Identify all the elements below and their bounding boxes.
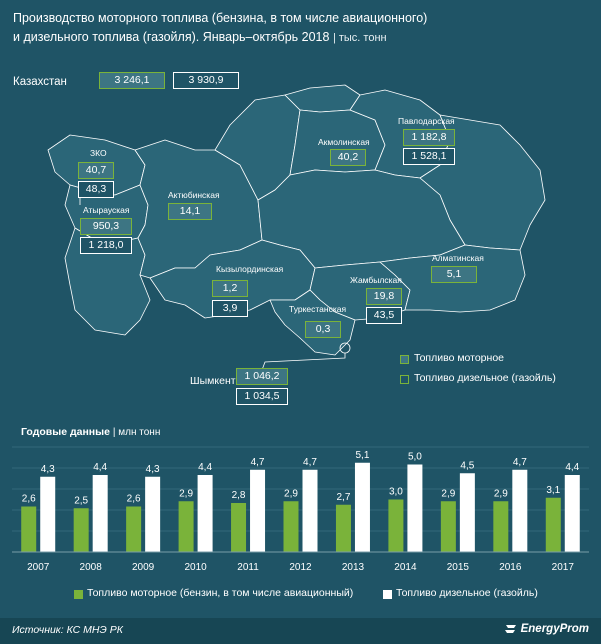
bar-diesel-2015 [460, 473, 475, 552]
title-line-1: Производство моторного топлива (бензина, в том числе авиационного) [13, 11, 428, 25]
pavlodar-motor-value: 1 182,8 [403, 129, 455, 146]
x-tick-2014: 2014 [394, 562, 417, 573]
label-diesel-2013: 5,1 [355, 449, 370, 461]
zhambyl-label: Жамбылская [350, 275, 402, 285]
label-diesel-2009: 4,3 [145, 463, 160, 475]
label-diesel-2010: 4,4 [198, 462, 213, 473]
bar-motor-2007 [21, 507, 36, 553]
legend-diesel-swatch [400, 375, 409, 384]
legend-diesel-label: Топливо дизельное (газойль) [414, 372, 556, 384]
label-motor-2012: 2,9 [284, 488, 298, 500]
akmola-motor-value: 40,2 [330, 149, 366, 166]
shymkent-diesel-value: 1 034,5 [236, 388, 288, 405]
legend-motor-swatch [400, 355, 409, 364]
akmola-label: Акмолинская [318, 137, 370, 147]
label-diesel-2014: 5,0 [407, 451, 422, 463]
chart-legend-diesel-swatch [383, 590, 392, 599]
bar-motor-2013 [336, 505, 351, 552]
turkestan-label: Туркестанская [289, 304, 347, 314]
x-tick-2010: 2010 [184, 562, 207, 573]
zhambyl-motor-value: 19,8 [366, 288, 402, 305]
kazakhstan-motor-value: 3 246,1 [99, 72, 165, 89]
x-tick-2009: 2009 [132, 562, 155, 573]
kazakhstan-diesel-value: 3 930,9 [173, 72, 239, 89]
bar-motor-2009 [126, 507, 141, 553]
label-motor-2014: 3,0 [388, 486, 403, 498]
bar-diesel-2016 [512, 470, 527, 552]
aktobe-label: Актюбинская [168, 190, 220, 200]
x-tick-2012: 2012 [289, 562, 312, 573]
shymkent-motor-value: 1 046,2 [236, 368, 288, 385]
bar-diesel-2013 [355, 463, 370, 552]
x-tick-2015: 2015 [446, 562, 469, 573]
kazakhstan-label: Казахстан [13, 76, 67, 88]
bar-diesel-2017 [565, 475, 580, 552]
label-motor-2017: 3,1 [546, 484, 561, 496]
title-line-2-text: и дизельного топлива (газойля). Январь–октябрь 2018 [13, 30, 330, 44]
x-tick-2008: 2008 [79, 562, 102, 573]
x-tick-2016: 2016 [499, 562, 522, 573]
almaty-label: Алматинская [432, 253, 484, 263]
label-motor-2008: 2,5 [74, 495, 89, 507]
label-diesel-2015: 4,5 [460, 460, 475, 472]
chart-legend-motor-label: Топливо моторное (бензин, в том числе авиационный) [87, 587, 354, 599]
bar-motor-2017 [546, 498, 561, 552]
label-diesel-2011: 4,7 [250, 456, 265, 468]
kyzylorda-diesel-value: 3,9 [212, 300, 248, 317]
source-text: Источник: КС МНЭ РК [12, 624, 123, 636]
shymkent-label: Шымкент [190, 375, 236, 387]
energyprom-logo-icon [504, 623, 518, 635]
bar-diesel-2014 [407, 465, 422, 553]
legend-motor-label: Топливо моторное [414, 352, 505, 364]
atyrau-label: Атырауская [83, 205, 130, 215]
footer [0, 618, 601, 644]
annual-unit: | млн тонн [112, 427, 161, 438]
kyzylorda-label: Кызылординская [216, 264, 284, 274]
label-diesel-2008: 4,4 [93, 462, 108, 473]
label-motor-2009: 2,6 [126, 493, 141, 505]
logo [504, 623, 589, 635]
label-motor-2007: 2,6 [21, 493, 36, 505]
turkestan-motor-value: 0,3 [305, 321, 341, 338]
label-diesel-2007: 4,3 [40, 463, 55, 475]
bar-motor-2008 [74, 508, 89, 552]
bar-diesel-2008 [93, 475, 108, 552]
label-motor-2016: 2,9 [493, 488, 508, 500]
pavlodar-diesel-value: 1 528,1 [403, 148, 455, 165]
label-motor-2013: 2,7 [336, 491, 351, 503]
bar-motor-2014 [388, 500, 403, 553]
chart-legend-diesel-label: Топливо дизельное (газойль) [396, 587, 538, 599]
x-tick-2011: 2011 [237, 562, 259, 573]
label-diesel-2017: 4,4 [565, 462, 580, 473]
bar-motor-2015 [441, 501, 456, 552]
label-diesel-2016: 4,7 [512, 456, 527, 468]
atyrau-motor-value: 950,3 [80, 218, 132, 235]
annual-title-text: Годовые данные [21, 426, 110, 438]
logo-text: EnergyProm [520, 623, 589, 636]
bar-diesel-2007 [40, 477, 55, 552]
annual-chart-title [21, 426, 160, 438]
almaty-motor-value: 5,1 [431, 266, 477, 283]
x-tick-2013: 2013 [341, 562, 365, 573]
x-tick-2007: 2007 [27, 562, 50, 573]
zhambyl-diesel-value: 43,5 [366, 307, 402, 324]
bar-motor-2010 [179, 501, 194, 552]
zko-label: ЗКО [90, 148, 107, 158]
aktobe-motor-value: 14,1 [168, 203, 212, 220]
bar-motor-2016 [493, 501, 508, 552]
bar-diesel-2011 [250, 470, 265, 552]
annual-bar-chart [0, 445, 601, 585]
bar-motor-2012 [284, 501, 299, 552]
label-motor-2015: 2,9 [441, 488, 456, 500]
bar-diesel-2009 [145, 477, 160, 552]
x-tick-2017: 2017 [551, 562, 574, 573]
atyrau-diesel-value: 1 218,0 [80, 237, 132, 254]
kyzylorda-motor-value: 1,2 [212, 280, 248, 297]
bar-diesel-2012 [303, 470, 318, 552]
label-motor-2011: 2,8 [231, 490, 246, 501]
bar-motor-2011 [231, 503, 246, 552]
label-motor-2010: 2,9 [179, 488, 194, 500]
title-unit: | тыс. тонн [332, 32, 387, 44]
bar-diesel-2010 [198, 475, 213, 552]
label-diesel-2012: 4,7 [303, 456, 317, 468]
zko-diesel-value: 48,3 [78, 181, 114, 198]
chart-legend-motor-swatch [74, 590, 83, 599]
zko-motor-value: 40,7 [78, 162, 114, 179]
pavlodar-label: Павлодарская [398, 116, 455, 126]
